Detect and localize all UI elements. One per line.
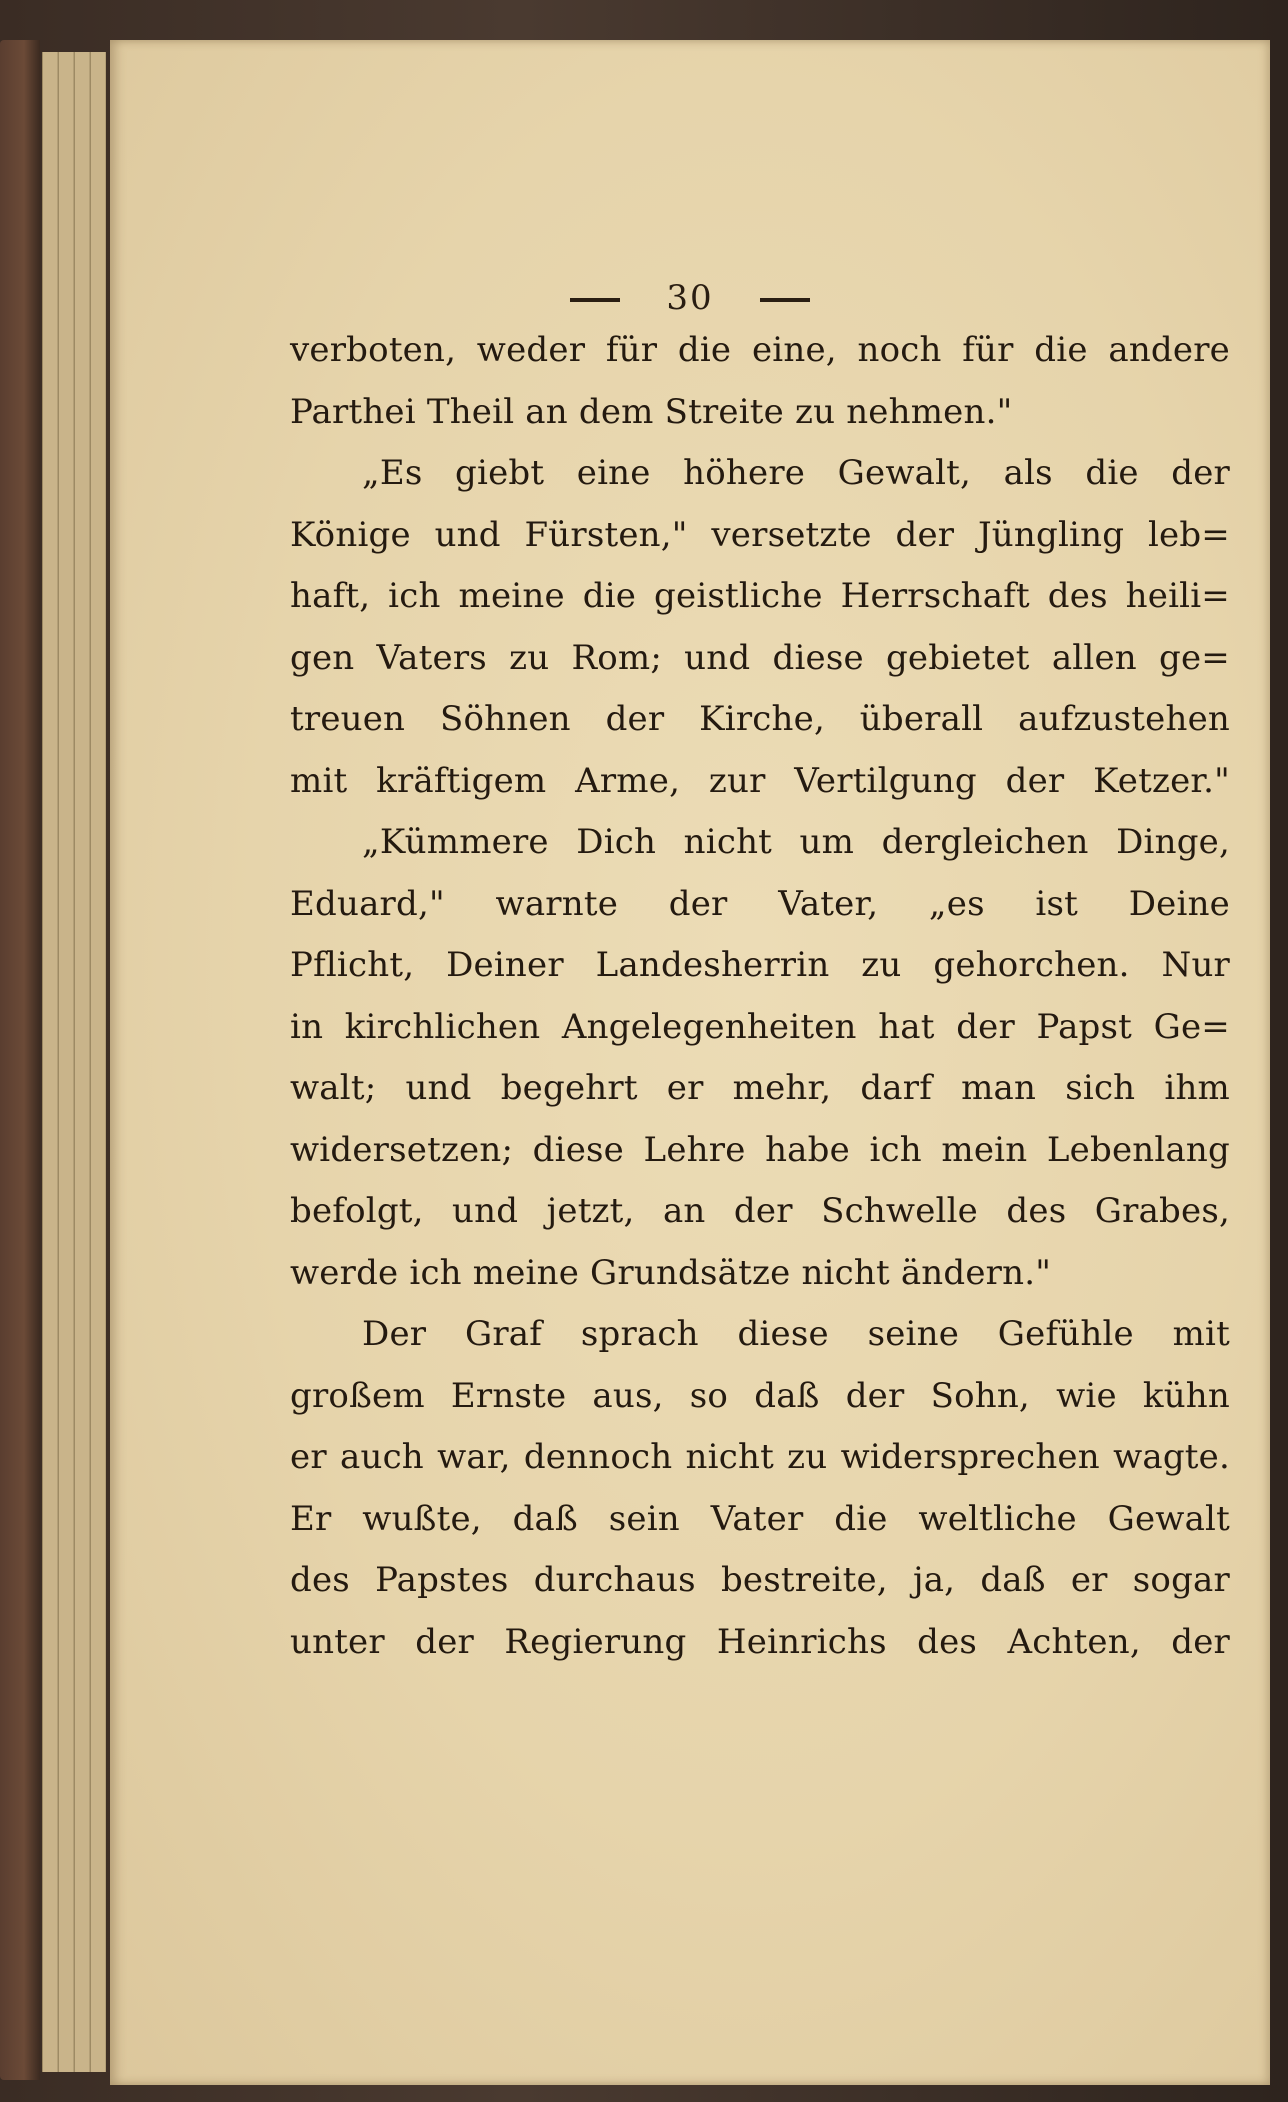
text-line: werde ich meine Grundsätze nicht ändern." — [290, 1252, 1052, 1293]
text-line: Pflicht, Deiner Landesherrin zu gehorchen. Nur — [290, 945, 1230, 985]
text-line: Könige und Fürsten," versetzte der Jüngling leb= — [290, 514, 1230, 555]
text-line: verboten, weder für die eine, noch für die andere — [290, 330, 1230, 370]
text-line: befolgt, und jetzt, an der Schwelle des Grabes, — [290, 1191, 1230, 1231]
text-line: er auch war, dennoch nicht zu widersprechen wagte. — [290, 1437, 1230, 1477]
page-edge — [58, 52, 74, 2072]
text-line: gen Vaters zu Rom; und diese gebietet allen ge= — [290, 637, 1230, 678]
text-line: unter der Regierung Heinrichs des Achten, der — [290, 1621, 1230, 1662]
text-line: „Es giebt eine höhere Gewalt, als die der — [362, 453, 1230, 493]
text-line: Eduard," warnte der Vater, „es ist Deine — [290, 883, 1230, 924]
text-line: mit kräftigem Arme, zur Vertilgung der Ketzer." — [290, 760, 1230, 801]
text-line: walt; und begehrt er mehr, darf man sich ihm — [290, 1068, 1230, 1108]
page-header — [110, 278, 1270, 318]
page-body-text — [290, 320, 1230, 1673]
text-line: in kirchlichen Angelegenheiten hat der Papst Ge= — [290, 1006, 1230, 1047]
header-dash-right — [760, 298, 810, 302]
text-line: großem Ernste aus, so daß der Sohn, wie kühn — [290, 1375, 1230, 1416]
text-line: „Kümmere Dich nicht um dergleichen Dinge, — [362, 822, 1230, 862]
page-edge — [74, 52, 90, 2072]
text-line: widersetzen; diese Lehre habe ich mein Lebenlang — [290, 1129, 1230, 1170]
text-line: des Papstes durchaus bestreite, ja, daß er sogar — [290, 1560, 1230, 1600]
header-dash-left — [570, 298, 620, 302]
page-number: 30 — [666, 278, 714, 318]
page-edge — [90, 52, 106, 2072]
text-line: Der Graf sprach diese seine Gefühle mit — [362, 1314, 1230, 1354]
page-edge — [42, 52, 58, 2072]
book-cover-edge — [0, 40, 40, 2080]
text-line: Parthei Theil an dem Streite zu nehmen." — [290, 391, 1013, 432]
text-line: Er wußte, daß sein Vater die weltliche Gewalt — [290, 1498, 1230, 1539]
text-line: haft, ich meine die geistliche Herrschaft des heili= — [290, 576, 1230, 616]
text-line: treuen Söhnen der Kirche, überall aufzustehen — [290, 699, 1230, 739]
